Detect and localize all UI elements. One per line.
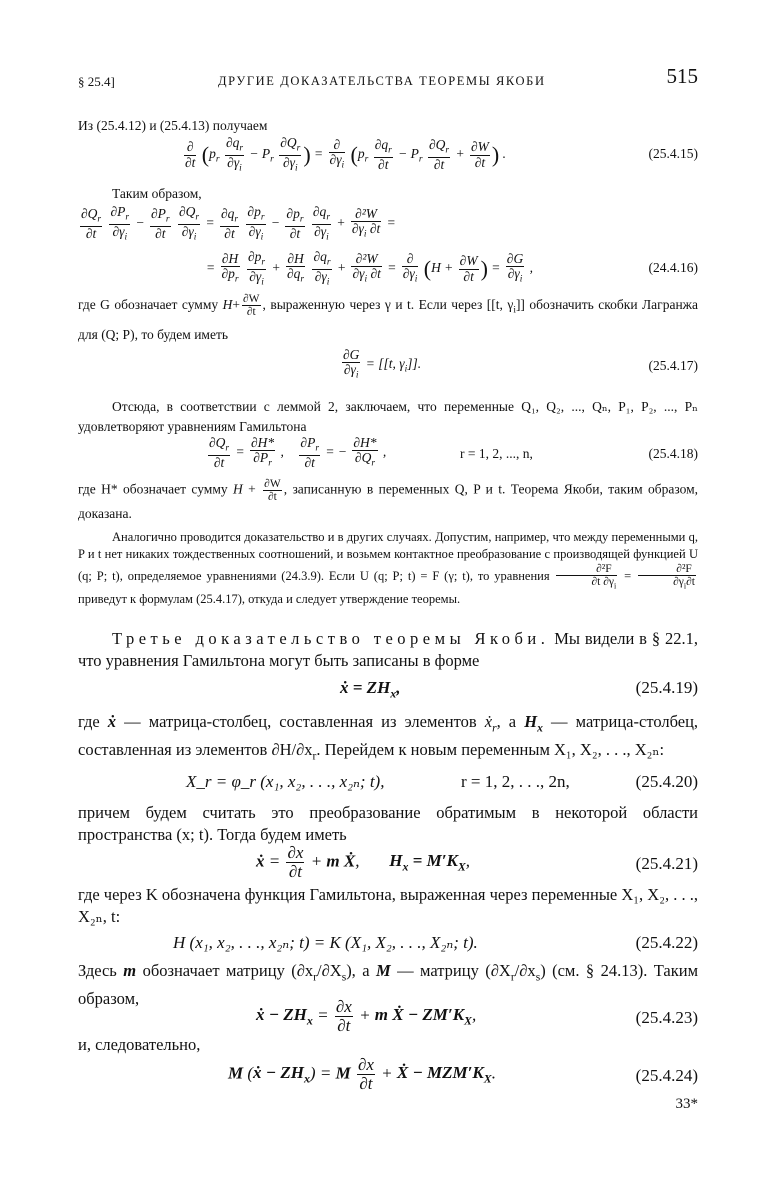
paragraph-4: Отсюда, в соответствии с леммой 2, заключаем, что переменные Q₁, Q₂, ..., Qₙ, P₁, P₂, ..., Pₙ удовлетворяют уравнениям Гамильтона — [78, 399, 698, 434]
paragraph-1: Из (25.4.12) и (25.4.13) получаем — [78, 118, 268, 133]
paragraph-11: Здесь m обозначает матрицу $(\partial x_r/\partial X_s)$, а M — матрицу $(\partial X_r/\partial x_s)$ (см. § 24.13). Таким образом, — [78, 961, 699, 1009]
equation-24-4-16-line2: = $\frac{\partial H}{\partial p_r}$ $\frac{\partial p_r}{\partial\gamma_i}$ + $\frac{\partial H}{\partial q_r}$ $\frac{\partial q_r}{\partial\gamma_i}$ + $\frac{\text{∂²W}}{\partial\gamma_i \partial t}$ = $\frac{\partial}{\partial\gamma_i}$ (H + $\frac{\partial W}{\partial t}$ ) = $\frac{\partial G}{\partial\gamma_i}$ , (24.4.16) — [206, 249, 698, 288]
equation-number: (25.4.17) — [648, 358, 698, 373]
equation-25-4-15: $\frac{\partial}{\partial t}$ ($p_r$ $\frac{\partial q_r}{\partial\gamma_i}$ − $P_r$ $\frac{\partial Q_r}{\partial\gamma_i}$ ) = $\frac{\partial}{\partial\gamma_i}$ ($p_r$ $\frac{\partial q_r}{\partial t}$ − $P_r$ $\frac{\partial Q_r}{\partial t}$ + $\frac{\partial W}{\partial t}$ ) . (25.4.15) — [185, 135, 698, 174]
equation-number: (25.4.18) — [648, 446, 698, 461]
paragraph-5: где H* обозначает сумму H + $\frac{\partial W}{\partial t}$ , записанную в переменных Q, P и t. Теорема Якоби, таким образом, доказана. — [78, 478, 699, 522]
equation-number: (25.4.22) — [635, 933, 698, 952]
equation-25-4-23: ẋ − $ZH_x$ = $\frac{\partial x}{\partial t}$ + m Ẋ − $ZM'K_X$, (25.4.23) — [256, 997, 698, 1035]
equation-number: (25.4.19) — [635, 678, 698, 697]
running-header — [78, 64, 698, 94]
equation-number: (24.4.16) — [648, 260, 698, 275]
equation-25-4-20: X_r = φ_r (x₁, x₂, . . ., x₂ₙ; t), r = 1, 2, . . ., 2n, (25.4.20) — [186, 772, 698, 791]
equation-25-4-19: ẋ = $ZH_x$, (25.4.19) — [340, 678, 698, 701]
equation-number: (25.4.21) — [635, 854, 698, 873]
index-range: r = 1, 2, ..., n, — [460, 446, 533, 461]
equation-25-4-18: $\frac{\partial Q_r}{\partial t}$ = $\frac{\partial H*}{\partial P_r}$ , $\frac{\partial P_r}{\partial t}$ = − $\frac{\partial H*}{\partial Q_r}$ , r = 1, 2, ..., n, (25.4.18) — [209, 435, 698, 470]
paragraph-12: и, следовательно, — [78, 1035, 201, 1054]
equation-number: (25.4.20) — [635, 772, 698, 791]
equation-number: (25.4.24) — [635, 1066, 698, 1085]
equation-24-4-16-line1: $\frac{\partial Q_r}{\partial t}$ $\frac{\partial P_r}{\partial\gamma_i}$ − $\frac{\partial P_r}{\partial t}$ $\frac{\partial Q_r}{\partial\gamma_i}$ = $\frac{\partial q_r}{\partial t}$ $\frac{\partial p_r}{\partial\gamma_i}$ − $\frac{\partial p_r}{\partial t}$ $\frac{\partial q_r}{\partial\gamma_i}$ + $\frac{\text{∂²W}}{\partial\gamma_i \partial t}$ = — [81, 204, 396, 243]
paragraph-10: где через K обозначена функция Гамильтона, выраженная через переменные X₁, X₂, . . ., X₂ₙ, t: — [78, 885, 698, 926]
page-number: 515 — [666, 64, 698, 88]
running-title: ДРУГИЕ ДОКАЗАТЕЛЬСТВА ТЕОРЕМЫ ЯКОБИ — [218, 74, 546, 88]
paragraph-8: где ẋ — матрица-столбец, составленная из элементов ẋ$_r$, а $H_x$ — матрица-столбец, составленная из элементов $\partial H/\partial x_r$. Перейдем к новым переменным X₁, X₂, . . ., X₂ₙ: — [78, 712, 699, 763]
section-heading-spaced: Третье доказательство теоремы Якоби. — [112, 629, 550, 648]
equation-25-4-17: $\frac{\partial G}{\partial\gamma_i}$ = [[t, $\gamma_i$]]. (25.4.17) — [343, 347, 698, 381]
paragraph-2: Таким образом, — [112, 186, 202, 201]
equation-25-4-22: H (x₁, x₂, . . ., x₂ₙ; t) = K (X₁, X₂, . . ., X₂ₙ; t). (25.4.22) — [173, 933, 698, 952]
paragraph-9: причем будем считать это преобразование обратимым в некоторой области пространства (x; t). Тогда будем иметь — [78, 803, 698, 844]
paragraph-7: Третье доказательство теоремы Якоби. Мы видели в § 22.1, что уравнения Гамильтона могут быть записаны в форме — [78, 629, 698, 670]
equation-number: (25.4.23) — [635, 1008, 698, 1027]
paragraph-6: Аналогично проводится доказательство и в других случаях. Допустим, например, что между переменными q, P и t нет никаких тождественных соотношений, и возьмем контактное преобразование с производящей функцией U (q; P; t), определяемое уравнениями (24.3.9). Если U (q; P; t) = F (γ; t), то уравнения $\frac{\text{∂²F}}{\partial t \partial\gamma_i}$ = $\frac{\text{∂²F}}{\partial\gamma_i\partial t}$ приведут к формулам (25.4.17), откуда и следует утверждение теоремы. — [78, 530, 698, 606]
section-ref: § 25.4] — [78, 74, 115, 89]
equation-25-4-21: ẋ = $\frac{\partial x}{\partial t}$ + m Ẋ, $H_x = M'K_X$, (25.4.21) — [256, 843, 698, 881]
paragraph-3: где G обозначает сумму H+ $\frac{\partial W}{\partial t}$ , выраженную через γ и t. Если через [[t, $\gamma_i$]] обозначить скобки Лагранжа для (Q; P), то будем иметь — [78, 293, 698, 342]
equation-25-4-24: M (ẋ − $ZH_x) = M$ $\frac{\partial x}{\partial t}$ + Ẋ − $MZM'K_X$. (25.4.24) — [228, 1055, 698, 1093]
sheet-signature: 33* — [675, 1096, 698, 1112]
equation-number: (25.4.15) — [648, 146, 698, 161]
